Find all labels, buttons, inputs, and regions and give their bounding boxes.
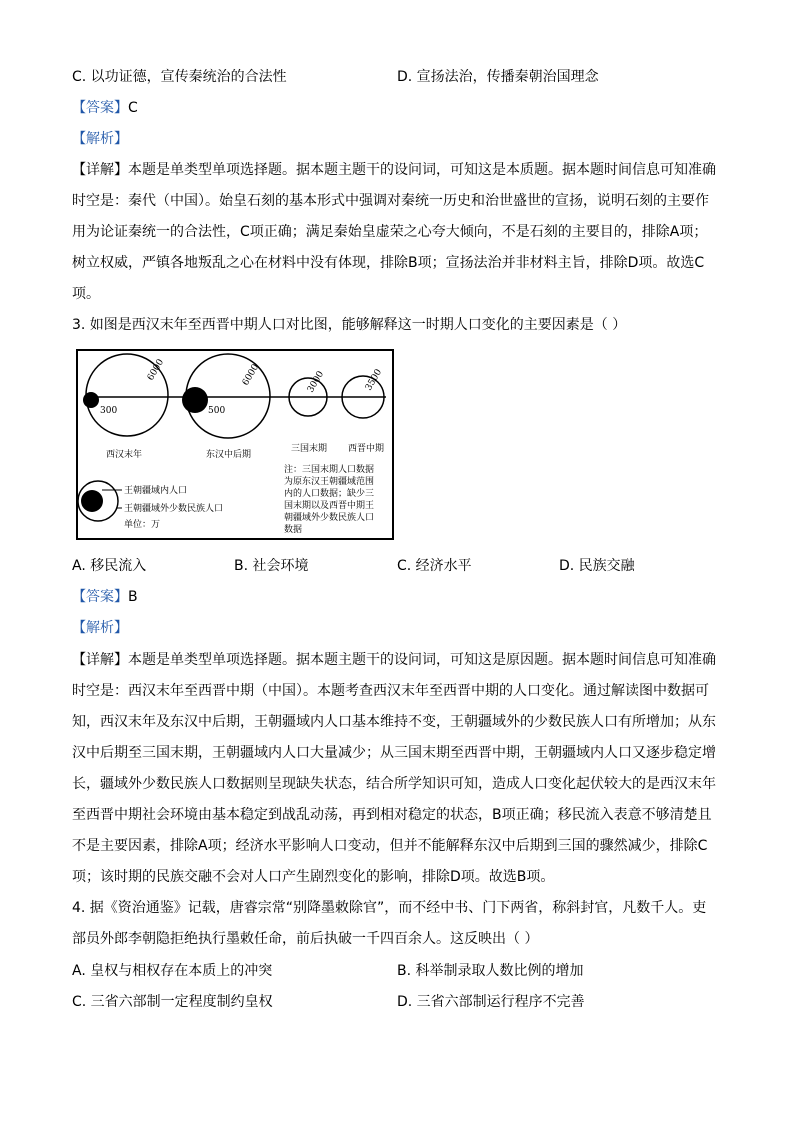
- q3-detail-line: 汉中后期至三国末期，王朝疆域内人口大量减少；从三国末期至西晋中期，王朝疆域内人口又逐步稳定增: [72, 745, 716, 761]
- q3-detail-line: 至西晋中期社会环境由基本稳定到战乱动荡，再到相对稳定的状态，B项正确；移民流入表意不够清楚且: [72, 807, 712, 823]
- legend-inner-label: 王朝疆域内人口: [124, 486, 188, 496]
- population-comparison-figure: [76, 349, 394, 540]
- q3-answer: [72, 587, 138, 607]
- legend-inner-circle: [81, 490, 103, 512]
- answer-value: C: [128, 100, 138, 116]
- q3-option-d: D. 民族交融: [559, 558, 635, 574]
- answer-label: 【答案】: [72, 100, 128, 116]
- q4-option-a: A. 皇权与相权存在本质上的冲突: [72, 963, 273, 979]
- answer-label: 【答案】: [72, 589, 128, 605]
- q3-detail-line: 时空是：西汉末年至西晋中期（中国）。本题考查西汉末年至西晋中期的人口变化。通过解读图中数据可: [72, 683, 709, 699]
- q2-detail-line: 时空是：秦代（中国）。始皇石刻的基本形式中强调对秦统一历史和治世盛世的宣扬，说明石刻的主要作: [72, 193, 709, 209]
- q2-detail-line: 树立权威，严镇各地叛乱之心在材料中没有体现，排除B项；宣扬法治并非材料主旨，排除D项。故选C: [72, 255, 705, 271]
- q4-option-c: C. 三省六部制一定程度制约皇权: [72, 994, 273, 1010]
- answer-value: B: [128, 589, 138, 605]
- q4-option-d: D. 三省六部制运行程序不完善: [397, 994, 585, 1010]
- q4-option-b: B. 科举制录取人数比例的增加: [397, 963, 584, 979]
- q2-option-c: C. 以功证德，宣传秦统治的合法性: [72, 69, 287, 85]
- label-period-xijin: 西晋中期: [348, 444, 385, 454]
- figure-note-line: 内的人口数据；缺少三: [284, 489, 375, 499]
- q2-analysis-label: 【解析】: [72, 131, 128, 147]
- q2-detail-line: 用为论证秦统一的合法性，C项正确；满足秦始皇虚荣之心夸大倾向，不是石刻的主要目的，排除A项；: [72, 224, 708, 240]
- label-outer-sanguo: 3000: [305, 369, 327, 395]
- legend-unit: 单位：万: [124, 520, 161, 530]
- q3-option-b: B. 社会环境: [234, 558, 309, 574]
- figure-note-line: 为原东汉王朝疆域范围: [284, 477, 375, 487]
- label-inner-xihan: 300: [100, 406, 118, 416]
- q2-option-d: D. 宣扬法治，传播秦朝治国理念: [397, 69, 599, 85]
- label-outer-xijin: 3500: [363, 367, 385, 393]
- figure-note-line: 国末期以及西晋中期王: [284, 501, 375, 511]
- q3-detail-line: 项；该时期的民族交融不会对人口产生剧烈变化的影响，排除D项。故选B项。: [72, 869, 555, 885]
- q3-option-a: A. 移民流入: [72, 558, 147, 574]
- figure-note-line: 朝疆域外少数民族人口: [284, 513, 375, 523]
- q3-analysis-label: 【解析】: [72, 620, 128, 636]
- q3-detail-line: 长，疆域外少数民族人口数据则呈现缺失状态，结合所学知识可知，造成人口变化起伏较大的是西汉末年: [72, 776, 716, 792]
- q3-detail-line: 不是主要因素，排除A项；经济水平影响人口变动，但并不能解释东汉中后期到三国的骤然减少，排除C: [72, 838, 708, 854]
- q4-stem-line: 4. 据《资治通鉴》记载，唐睿宗常“别降墨敕除官”，而不经中书、门下两省，称斜封官，凡数千人。吏: [72, 900, 707, 916]
- q2-answer: [72, 98, 138, 118]
- q3-option-c: C. 经济水平: [397, 558, 472, 574]
- label-period-sanguo: 三国末期: [291, 444, 328, 454]
- q3-detail-line: 知，西汉末年及东汉中后期，王朝疆域内人口基本维持不变，王朝疆域外的少数民族人口有所增加；从东: [72, 714, 716, 730]
- label-outer-xihan: 6000: [145, 357, 167, 383]
- q3-stem: 3. 如图是西汉末年至西晋中期人口对比图，能够解释这一时期人口变化的主要因素是（ ）: [72, 317, 627, 333]
- q3-detail-line: 【详解】本题是单类型单项选择题。据本题主题干的设问词，可知这是原因题。据本题时间信息可知准确: [72, 652, 716, 668]
- legend-outer-label: 王朝疆域外少数民族人口: [124, 504, 224, 514]
- label-period-xihan: 西汉末年: [106, 450, 143, 460]
- label-inner-donghan: 500: [208, 406, 226, 416]
- label-period-donghan: 东汉中后期: [206, 450, 252, 460]
- q2-detail-line: 【详解】本题是单类型单项选择题。据本题主题干的设问词，可知这是本质题。据本题时间信息可知准确: [72, 162, 716, 178]
- q2-detail-line: 项。: [72, 286, 100, 302]
- label-outer-donghan: 6000: [240, 362, 262, 388]
- circle-inner-donghan: [182, 387, 208, 413]
- figure-note-line: 注：三国末期人口数据: [284, 465, 375, 475]
- figure-note-line: 数据: [284, 525, 303, 535]
- circle-inner-xihan: [83, 392, 99, 408]
- q4-stem-line: 部员外郎李朝隐拒绝执行墨敕任命，前后执破一千四百余人。这反映出（ ）: [72, 931, 539, 947]
